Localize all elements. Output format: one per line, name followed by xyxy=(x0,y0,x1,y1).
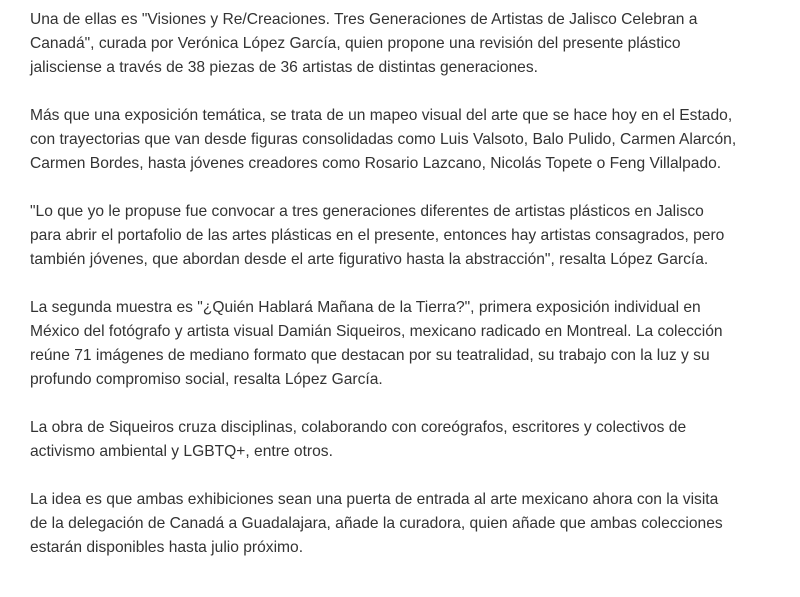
text-line: con trayectorias que van desde figuras consolidadas como Luis Valsoto, Balo Pulido, Carmen Alarcón, xyxy=(30,131,737,148)
paragraph-curator-quote xyxy=(30,200,800,272)
paragraph-visiones-exhibition xyxy=(30,8,800,80)
paragraph-second-exhibition xyxy=(30,296,800,392)
text-line: profundo compromiso social, resalta López García. xyxy=(30,371,383,388)
text-line: Canadá", curada por Verónica López García, quien propone una revisión del presente plástico xyxy=(30,35,681,52)
text-line: "Lo que yo le propuse fue convocar a tres generaciones diferentes de artistas plásticos en Jalisco xyxy=(30,203,704,220)
article-body xyxy=(30,8,800,584)
text-line: jalisciense a través de 38 piezas de 36 artistas de distintas generaciones. xyxy=(30,59,538,76)
text-line: Carmen Bordes, hasta jóvenes creadores como Rosario Lazcano, Nicolás Topete o Feng Villalpado. xyxy=(30,155,722,172)
text-line: para abrir el portafolio de las artes plásticas en el presente, entonces hay artistas consagrados, pero xyxy=(30,227,725,244)
text-line: La segunda muestra es "¿Quién Hablará Mañana de la Tierra?", primera exposición individual en xyxy=(30,299,701,316)
text-line: La obra de Siqueiros cruza disciplinas, colaborando con coreógrafos, escritores y colectivos de xyxy=(30,419,687,436)
text-line: Una de ellas es "Visiones y Re/Creaciones. Tres Generaciones de Artistas de Jalisco Celebran a xyxy=(30,11,698,28)
paragraph-closing xyxy=(30,488,800,560)
text-line: La idea es que ambas exhibiciones sean una puerta de entrada al arte mexicano ahora con la visita xyxy=(30,491,719,508)
text-line: de la delegación de Canadá a Guadalajara, añade la curadora, quien añade que ambas colecciones xyxy=(30,515,723,532)
text-line: estarán disponibles hasta julio próximo. xyxy=(30,539,304,556)
text-line: también jóvenes, que abordan desde el arte figurativo hasta la abstracción", resalta López García. xyxy=(30,251,709,268)
paragraph-siqueiros-work xyxy=(30,416,800,464)
text-line: Más que una exposición temática, se trata de un mapeo visual del arte que se hace hoy en el Estado, xyxy=(30,107,733,124)
text-line: reúne 71 imágenes de mediano formato que destacan por su teatralidad, su trabajo con la luz y su xyxy=(30,347,710,364)
text-line: activismo ambiental y LGBTQ+, entre otros. xyxy=(30,443,333,460)
paragraph-thematic-mapping xyxy=(30,104,800,176)
text-line: México del fotógrafo y artista visual Damián Siqueiros, mexicano radicado en Montreal. La colección xyxy=(30,323,723,340)
